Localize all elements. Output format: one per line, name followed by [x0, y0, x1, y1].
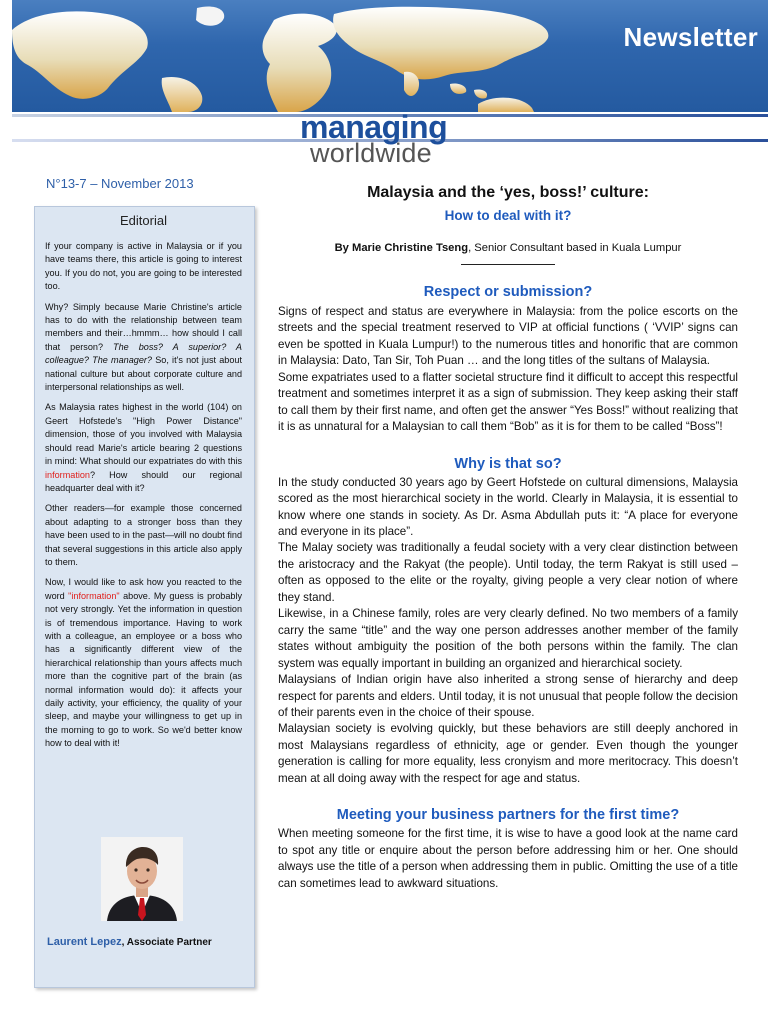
body-paragraph: Some expatriates used to a flatter societal structure find it difficult to accept this respectful treatment and sometimes interpret it as a sign of submission. They keep asking their staff to call them by their first name, and often get the answer “Yes Boss!” without realizing that it is as unnatural for a Malaysian to call them “Bob” as it is for them to be called “Boss”!: [278, 370, 738, 434]
byline-prefix: By: [334, 242, 353, 254]
byline-author-name: Marie Christine Tseng: [352, 242, 469, 254]
logo-text-managing: managing: [300, 109, 448, 145]
author-name: Laurent Lepez: [47, 936, 122, 948]
highlight-information-quoted: "information": [68, 590, 120, 601]
byline-divider: [461, 264, 555, 265]
editorial-sidebar: [34, 206, 255, 988]
body-paragraph: When meeting someone for the first time, it is wise to have a good look at the name card to spot any title or enquire about the person before addressing him or her. One should always use the title of a person when addressing them in public. Omitting the use of a title can sometimes lead to awkward situations.: [278, 827, 738, 890]
editorial-paragraph: [45, 401, 242, 495]
logo-text-worldwide: worldwide: [310, 138, 432, 168]
editorial-text: above. My guess is probably not very strongly. Yet the information in question is of tremendous importance. Having to work with a colleague, an employee or a boss who has a significantly different view of the hierarchical relationship than yours affects much more than the cognitive part of the brain (as normal information would do): it affects your daily activity, your efficiency, the quality of your sleep, and maybe your willingness to get up in the morning to go to work. So we'd better know how to deal with it!: [45, 590, 243, 749]
body-paragraph: Signs of respect and status are everywhere in Malaysia: from the police escorts on the streets and the special treatment reserved to VIP at official functions ( ‘VVIP’ signs can even be spotted in Kuala Lumpur!) to the numerous titles and honorific that are common in Malaysia: Dato, Tan Sir, Toh Puan … and the long titles of the sultans of Malaysia.: [278, 305, 738, 368]
issue-number: N°13-7 – November 2013: [46, 176, 194, 191]
newsletter-title: Newsletter: [623, 22, 758, 52]
editorial-text: Why? Simply because Marie Christine's article has to do with the relationship between team members and their…hmmm… how should I call that person?: [45, 301, 242, 352]
article-title: Malaysia and the ‘yes, boss!’ culture:: [367, 184, 649, 201]
world-map-graphic: [12, 0, 768, 112]
body-paragraph: Malaysian society is evolving quickly, but these behaviors are still deeply anchored in most Malaysians regardless of ethnicity, age or gender. Even though the younger generation is calling for more equality, less cronyism and more meritocracy. This doesn’t mean at all doing away with the respect for age and status.: [278, 722, 738, 785]
editorial-paragraph: [45, 301, 242, 395]
body-paragraph: Malaysians of Indian origin have also inherited a strong sense of hierarchy and deep respect for parents and elders. Until today, it is not unusual that people follow the decision of their parents even in the choice of their spouse.: [278, 673, 738, 719]
article-subtitle: How to deal with it?: [444, 208, 572, 223]
editorial-italic-text: The boss? A superior? A colleague? The manager?: [45, 341, 242, 366]
article: [278, 180, 738, 892]
section-heading: Meeting your business partners for the first time?: [336, 807, 680, 824]
body-paragraph: In the study conducted 30 years ago by Geert Hofstede on cultural dimensions, Malaysia scored as the most hierarchical society in the world. Clearly in Malaysia, it is essential to know where one stands in society. As Dr. Asma Abdullah puts it: “A place for everyone and everyone in its place”.: [278, 475, 738, 538]
body-paragraph: Likewise, in a Chinese family, roles are very clearly defined. No two members of a family carry the same “title” and the way one person addresses another member of the family states without ambiguity the position of the both persons within the family. The clan system was equally important in building an organized and hierarchical society.: [278, 607, 738, 670]
editorial-paragraph: If your company is active in Malaysia or if you have teams there, this article is going to interest you. If you do not, you are going to be interested too.: [45, 241, 242, 292]
author-role: , Associate Partner: [121, 937, 212, 948]
body-paragraph: The Malay society was traditionally a feudal society with a very clear distinction between the aristocracy and the Rakyat (the people). Until today, the term Rakyat is still used – often as opposed to the elite or the royalty, giving people a very clear notion of where they stand.: [278, 541, 738, 604]
article-byline: [278, 242, 738, 254]
section-heading: Respect or submission?: [423, 284, 593, 300]
editorial-heading: Editorial: [120, 213, 167, 228]
editorial-text: So, it's not just about national culture but about corporate culture and interpersonal relationships as well.: [45, 355, 242, 393]
editorial-text: As Malaysia rates highest in the world (104) on Geert Hofstede's "High Power Distance" dimension, those of you involved with Malaysia should read Marie's article bearing 2 questions in mind: What should our expatriates do with this: [45, 402, 242, 467]
byline-role: , Senior Consultant based in Kuala Lumpur: [468, 242, 682, 254]
managing-worldwide-logo: [300, 111, 447, 167]
editorial-text: ? How should our regional headquarter deal with it?: [45, 469, 242, 493]
editorial-paragraph: Other readers—for example those concerned about adapting to a stronger boss than they have been used to in the past—will no doubt find that several suggestions in this article also apply to them.: [45, 503, 242, 567]
author-credit: [47, 936, 212, 948]
newsletter-banner: [12, 0, 768, 112]
section-heading: Why is that so?: [454, 455, 562, 472]
editorial-text: Now, I would like to ask how you reacted to the word: [45, 577, 242, 601]
highlight-information: information: [45, 469, 90, 480]
author-photo: [101, 837, 183, 921]
editorial-paragraph: [45, 576, 242, 750]
